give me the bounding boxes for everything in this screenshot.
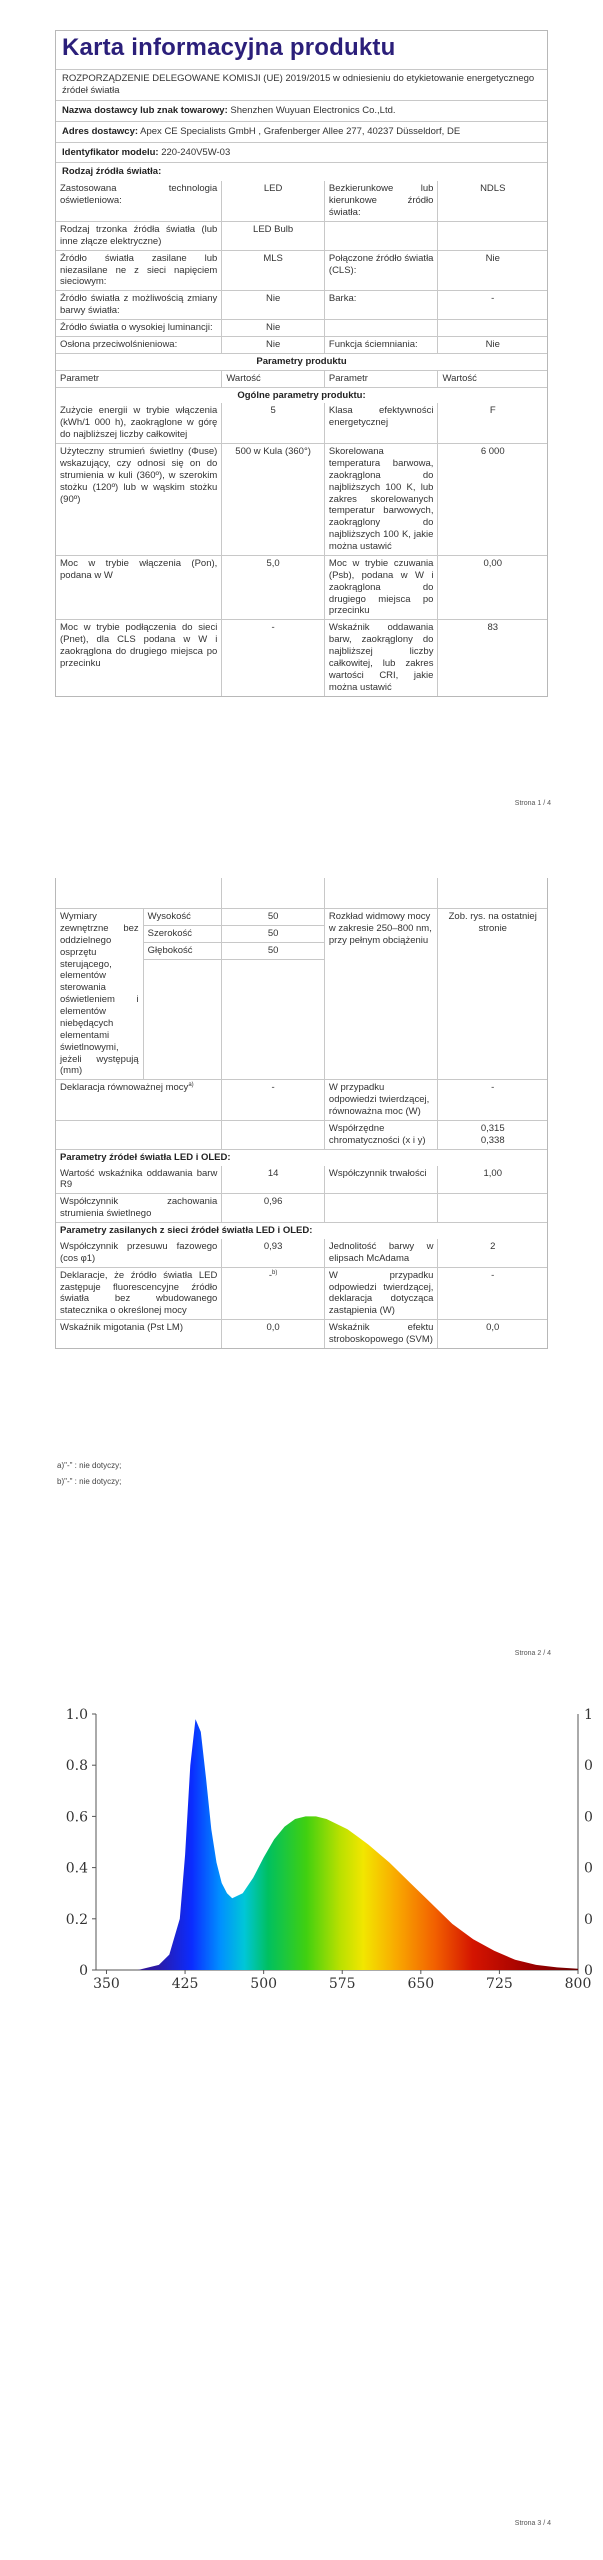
cri-continuation-row [56,878,547,908]
cell-text: Źródło światła o wysokiej luminancji: [60,322,213,333]
x-tick-label: 725 [486,1976,513,1992]
supplier-row [56,100,547,121]
table-cell [221,1320,324,1348]
table-cell [324,1166,438,1194]
table-cell [221,444,324,555]
dimension-value: 50 [222,909,324,926]
cell-text: Połączone źródło światła (CLS): [328,252,434,276]
cell-text: - [268,1269,273,1281]
table-cell [56,403,221,443]
y-tick-label: 0 [79,1963,88,1979]
cell-text: Zużycie energii w trybie włączenia (kWh/1 000 h), zaokrąglone w górę do najbliższej liczby całkowitej [60,405,218,441]
x-tick-label: 500 [250,1976,278,1992]
cell-text: Nie [265,293,281,305]
table-cell [324,1268,438,1320]
cell-text: Współczynnik zachowania strumienia świetlnego [60,1196,218,1220]
table-row [56,443,547,555]
page-footer: Strona 2 / 4 [514,1650,551,1657]
table-row [56,619,547,695]
table-cell [324,222,438,250]
cell-text: Wskaźnik migotania (Pst LM) [60,1322,184,1334]
cell-text: Źródło światła z możliwością zmiany barwy światła: [60,293,218,317]
cell-text: Skorelowana temperatura barwowa, zaokrąglona do najbliższych 100 K, lub zakres skorelowanych temperatur barwowych, zaokrąglony do najbliższych 100 K, jakie można ustawić [328,446,434,552]
cell-text: LED Bulb [253,223,294,235]
y-tick-label-right: 0 [584,1963,593,1979]
footnote-ref: b) [272,1269,278,1276]
table-row [56,1319,547,1348]
y-tick-label: 0.4 [65,1860,88,1877]
table-cell [221,1194,324,1222]
cell-text: Źródło światła zasilane lub niezasilane ne z sieci napięciem sieciowym: [60,252,218,288]
cell-text: Jednolitość barwy w elipsach McAdama [328,1240,434,1264]
dimension-value: 50 [222,943,324,960]
cell-text: NDLS [480,183,506,195]
address-row [56,121,547,142]
table-cell [437,620,547,695]
cell-text: MLS [263,252,283,264]
table-row [56,290,547,319]
cell-text: Bezkierunkowe lub kierunkowe źródło światła: [328,183,434,218]
mains-heading-row [56,1222,547,1239]
table-cell [56,1166,221,1194]
x-tick-label: 575 [328,1976,356,1992]
chromaticity-label: Współrzędne chromatyczności (x i y) [324,1121,438,1149]
table-cell [56,320,221,336]
table-cell [437,320,547,336]
table-cell [221,320,324,336]
table-cell [56,1194,221,1222]
led-heading-row [56,1149,547,1166]
supplier-label: Nazwa dostawcy lub znak towarowy: [62,104,228,116]
y-tick-label: 0.2 [65,1911,88,1928]
table-row [56,181,547,221]
table-cell [56,181,221,221]
x-tick-label: 800 [564,1976,592,1992]
col-header-value-2: Wartość [437,371,547,387]
cell-text: Barka: [328,293,357,305]
table-row [56,319,547,336]
cell-text: 0,96 [263,1196,283,1208]
source-type-heading-row [56,162,547,181]
regulation-text: ROZPORZĄDZENIE DELEGOWANE KOMISJI (UE) 2019/2015 w odniesieniu do etykietowanie energetycznego źródeł światła [62,73,535,96]
table-cell [437,291,547,319]
table-row [56,1239,547,1267]
cell-text: W przypadku odpowiedzi twierdzącej, deklaracja dotycząca zastąpienia (W) [328,1269,434,1317]
y-tick-label-right: 0 [584,1860,593,1877]
chromaticity-x: 0,315 [480,1122,505,1134]
dimension-value: 50 [222,926,324,943]
cell-text: Wartość wskaźnika oddawania barw R9 [60,1167,218,1191]
table-cell [324,556,438,619]
chromaticity-row [56,1120,547,1149]
table-cell [324,403,438,443]
params-header-row [56,370,547,387]
table-row [56,403,547,443]
table-cell [437,181,547,221]
table-cell [221,291,324,319]
page-2 [0,840,603,1680]
cell-text: 500 w Kula (360°) [235,446,311,457]
product-sheet-continued [55,878,548,1349]
table-cell [56,291,221,319]
cell-text: Moc w trybie podłączenia do sieci (Pnet), dla CLS podana w W i zaokrąglona do drugiego miejsca po przecinku [60,622,218,669]
dimension-name: Głębokość [144,943,222,960]
model-row [56,142,547,163]
table-cell [324,620,438,695]
table-cell [437,251,547,291]
address-value: Apex CE Specialists GmbH , Grafenberger Allee 277, 40237 Düsseldorf, DE [140,125,461,137]
cell-text: Zastosowana technologia oświetleniowa: [60,183,218,207]
page-title: Karta informacyjna produktu [62,34,396,61]
equivalent-power-row [56,1079,547,1120]
cell-text: 1,00 [483,1167,502,1179]
y-tick-label: 1.0 [65,1707,88,1723]
general-heading-row [56,387,547,404]
footnote-b: b)"-" : nie dotyczy; [57,1477,122,1486]
cell-text: 5,0 [266,557,280,569]
address-label: Adres dostawcy: [62,125,139,137]
y-tick-label-right: 1 [584,1707,593,1723]
led-params-table [56,1166,547,1223]
table-cell [324,337,438,353]
cell-text: Nie [265,322,281,333]
product-sheet [55,30,548,697]
cell-text: Klasa efektywności energetycznej [328,405,434,429]
table-cell [56,444,221,555]
col-header-value-1: Wartość [221,371,324,387]
cell-text: Wskaźnik efektu stroboskopowego (SVM) [328,1322,434,1345]
table-cell [221,403,324,443]
source-type-heading: Rodzaj źródła światła: [62,166,162,178]
table-cell [437,1320,547,1348]
table-cell [324,291,438,319]
table-cell [324,251,438,291]
table-cell [56,1320,221,1348]
chart-area [101,1719,578,1970]
cell-text: 2 [490,1240,496,1252]
page-3 [0,1680,603,2560]
cell-text: 0,0 [266,1322,280,1334]
table-cell [437,222,547,250]
cell-text: Użyteczny strumień świetlny (Φuse) wskazujący, czy odnosi się on do strumienia w kuli (360º), w szerokim stożku (120º) lub w wąskim stożku (90º) [60,446,218,505]
spectrum-label: Rozkład widmowy mocy w zakresie 250–800 nm, przy pełnym obciążeniu [324,909,438,1079]
cell-text: 0,93 [263,1240,283,1252]
cell-text: - [491,293,495,305]
spectral-power-chart [58,1700,603,2020]
x-tick-label: 350 [93,1976,120,1992]
dimension-name: Szerokość [144,926,222,943]
table-cell [221,222,324,250]
cell-text: 0,00 [483,557,502,569]
table-cell [221,1268,324,1320]
source-type-table [56,181,547,353]
model-value: 220-240V5W-03 [161,146,231,158]
mains-params-table [56,1239,547,1348]
table-cell [437,556,547,619]
table-cell [56,1268,221,1320]
table-cell [56,556,221,619]
col-header-param-1: Parametr [60,372,100,384]
page-footer: Strona 1 / 4 [514,800,551,807]
table-cell [221,1166,324,1194]
table-row [56,336,547,353]
table-cell [221,337,324,353]
dimensions-row [56,908,547,1079]
y-tick-label: 0.6 [65,1809,88,1826]
params-heading-row [56,353,547,370]
table-cell [56,251,221,291]
equivalent-power-right-value: - [437,1080,547,1120]
led-heading: Parametry źródeł światła LED i OLED: [60,1151,231,1163]
cell-text: - [271,622,275,634]
y-tick-label-right: 0 [584,1758,593,1775]
general-heading: Ogólne parametry produktu: [237,389,366,401]
regulation-row [56,69,547,100]
page-1 [0,0,603,840]
table-cell [221,556,324,619]
cell-text: 5 [270,405,276,417]
table-cell [437,1166,547,1194]
table-cell [324,444,438,555]
table-cell [437,1194,547,1222]
table-cell [437,1268,547,1320]
table-cell [221,620,324,695]
y-tick-label: 0.8 [65,1758,88,1775]
params-heading: Parametry produktu [256,355,347,367]
table-row [56,221,547,250]
y-tick-label-right: 0 [584,1809,593,1826]
cell-text: Moc w trybie włączenia (Pon), podana w W [60,557,218,581]
table-cell [221,1239,324,1267]
cell-text: Współczynnik przesuwu fazowego (cos φ1) [60,1240,218,1264]
equivalent-power-right-label: W przypadku odpowiedzi twierdzącej, równoważna moc (W) [324,1080,438,1120]
supplier-value: Shenzhen Wuyuan Electronics Co.,Ltd. [230,104,396,116]
cell-text: Rodzaj trzonka źródła światła (lub inne złącze elektryczne) [60,223,218,247]
table-row [56,1166,547,1194]
spectrum-value: Zob. rys. na ostatniej stronie [437,909,547,1079]
col-header-param-2: Parametr [324,371,438,387]
cell-text: Nie [265,338,281,350]
table-cell [437,337,547,353]
cell-text: Funkcja ściemniania: [328,338,418,350]
cell-text: F [489,405,496,417]
table-cell [221,251,324,291]
dimensions-label: Wymiary zewnętrzne bez oddzielnego osprzętu sterującego, elementów sterowania oświetleniem i elementów niebędących elementami świetlnowymi, jeżeli występują (mm) [60,911,139,1077]
cell-text: Deklaracje, że źródło światła LED zastępuje fluorescencyjne źródło światła bez wbudowanego statecznika o określonej mocy [60,1269,218,1317]
model-label: Identyfikator modelu: [62,146,159,158]
table-row [56,1267,547,1320]
cell-text: 6 000 [480,446,505,457]
table-cell [324,1239,438,1267]
cell-text: 83 [487,622,499,634]
table-row [56,250,547,291]
table-row [56,1193,547,1222]
table-cell [324,1194,438,1222]
equivalent-power-value: - [221,1080,324,1120]
cell-text: Nie [485,338,500,350]
cell-text: 0,0 [486,1322,500,1334]
table-cell [56,337,221,353]
table-cell [56,222,221,250]
page-footer: Strona 3 / 4 [514,2520,551,2527]
equivalent-power-label: Deklaracja równoważnej mocy [60,1082,189,1094]
y-tick-label-right: 0 [584,1911,593,1928]
cell-text: Osłona przeciwolśnieniowa: [60,338,178,350]
cell-text: 14 [267,1167,279,1179]
table-cell [324,320,438,336]
table-cell [56,620,221,695]
table-cell [221,181,324,221]
cell-text: Współczynnik trwałości [328,1167,427,1179]
cell-text: - [491,1269,495,1281]
table-row [56,555,547,619]
table-cell [324,181,438,221]
table-cell [324,1320,438,1348]
x-tick-label: 650 [407,1976,435,1992]
equivalent-power-footnote-ref: a) [188,1082,194,1089]
footnote-a: a)"-" : nie dotyczy; [57,1461,122,1470]
mains-heading: Parametry zasilanych z sieci źródeł światła LED i OLED: [60,1225,313,1236]
cell-text: Moc w trybie czuwania (Psb), podana w W i zaokrąglona do drugiego miejsca po przecinku [328,557,434,617]
table-cell [56,1239,221,1267]
general-params-table [56,403,547,695]
table-cell [437,403,547,443]
cell-text: Nie [485,252,500,264]
chromaticity-y: 0,338 [480,1134,505,1146]
cell-text: Wskaźnik oddawania barw, zaokrąglony do najbliższej liczby całkowitej, lub zakres wartości CRI, jakie można ustawić [328,622,434,693]
x-tick-label: 425 [171,1976,199,1992]
table-cell [437,444,547,555]
dimension-name: Wysokość [144,909,222,926]
spectrum-area [101,1719,578,1970]
cell-text: LED [263,183,283,195]
table-cell [437,1239,547,1267]
